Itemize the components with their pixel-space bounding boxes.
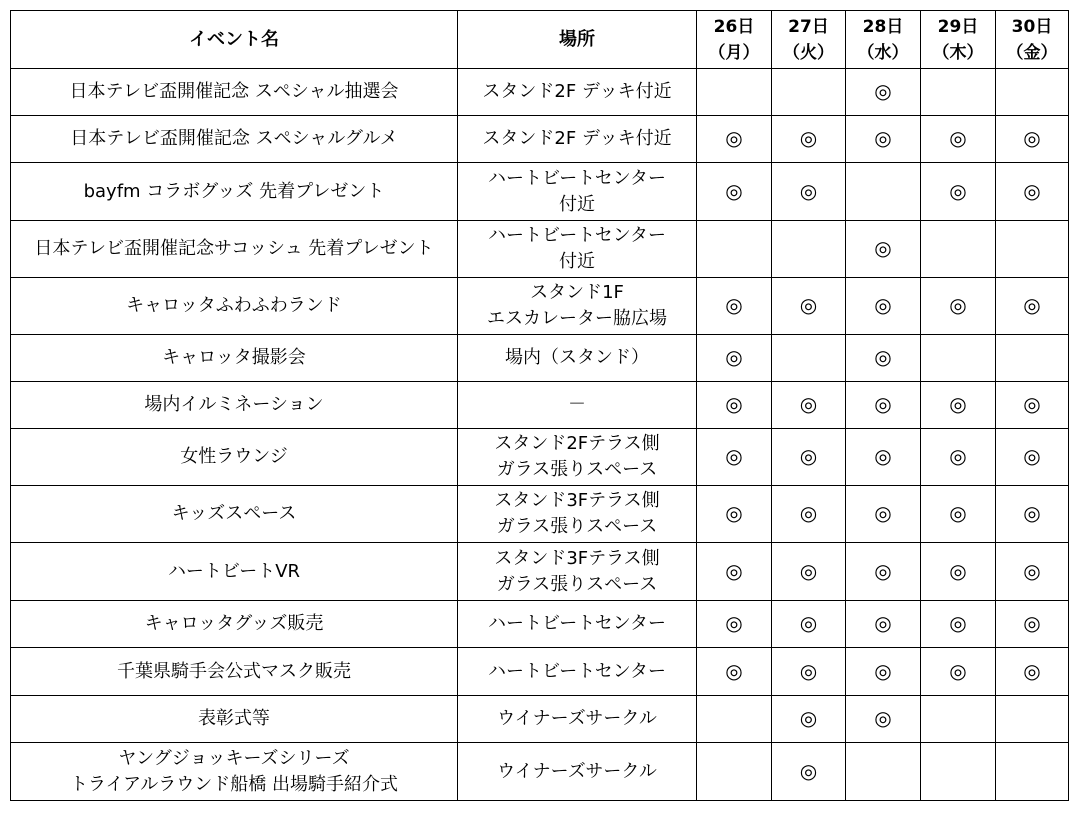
double-circle-mark: ◎ bbox=[799, 293, 818, 317]
day-cell-30 bbox=[996, 486, 1069, 543]
venue-cell bbox=[458, 335, 697, 382]
day-cell-26 bbox=[697, 486, 772, 543]
double-circle-mark: ◎ bbox=[874, 501, 892, 525]
day-cell-27 bbox=[772, 743, 846, 801]
venue-cell bbox=[458, 382, 697, 429]
event-name-cell bbox=[11, 743, 458, 801]
day-cell-30 bbox=[996, 221, 1069, 278]
day-cell-27 bbox=[772, 116, 846, 163]
table-row bbox=[11, 221, 1069, 278]
event-name-cell-line: 日本テレビ盃開催記念 スペシャルグルメ bbox=[70, 128, 398, 149]
venue-cell bbox=[458, 543, 697, 601]
day-date: 29日 bbox=[937, 16, 979, 37]
double-circle-mark: ◎ bbox=[1023, 392, 1041, 416]
day-cell-27 bbox=[772, 648, 846, 696]
day-cell-30 bbox=[996, 335, 1069, 382]
event-name-cell-line: キャロッタグッズ販売 bbox=[144, 613, 324, 634]
header-day-29 bbox=[921, 11, 996, 69]
event-name-cell-line: 日本テレビ盃開催記念サコッシュ 先着プレゼント bbox=[34, 238, 434, 259]
day-weekday: （金） bbox=[1006, 42, 1058, 63]
table-row bbox=[11, 648, 1069, 696]
event-name-cell bbox=[11, 278, 458, 335]
day-cell-27 bbox=[772, 429, 846, 486]
venue-cell-line: ウイナーズサークル bbox=[497, 760, 657, 782]
day-cell-27 bbox=[772, 696, 846, 743]
venue-cell bbox=[458, 116, 697, 163]
header-venue: 場所 bbox=[458, 11, 697, 69]
day-cell-28 bbox=[846, 648, 921, 696]
event-name-cell bbox=[11, 486, 458, 543]
double-circle-mark: ◎ bbox=[874, 444, 892, 468]
day-cell-30 bbox=[996, 648, 1069, 696]
day-cell-27 bbox=[772, 335, 846, 382]
day-cell-30 bbox=[996, 278, 1069, 335]
event-name-cell bbox=[11, 163, 458, 221]
double-circle-mark: ◎ bbox=[799, 611, 818, 635]
venue-cell bbox=[458, 743, 697, 801]
day-cell-26 bbox=[697, 696, 772, 743]
double-circle-mark: ◎ bbox=[799, 178, 818, 203]
double-circle-mark: ◎ bbox=[1023, 293, 1041, 317]
day-cell-27 bbox=[772, 278, 846, 335]
double-circle-mark: ◎ bbox=[799, 706, 818, 730]
day-cell-27 bbox=[772, 543, 846, 601]
double-circle-mark: ◎ bbox=[1023, 178, 1041, 203]
day-weekday: （水） bbox=[857, 42, 909, 63]
double-circle-mark: ◎ bbox=[949, 178, 967, 203]
venue-cell bbox=[458, 486, 697, 543]
event-name-cell bbox=[11, 221, 458, 278]
venue-cell bbox=[458, 221, 697, 278]
double-circle-mark: ◎ bbox=[874, 558, 892, 583]
venue-cell bbox=[458, 429, 697, 486]
day-cell-26 bbox=[697, 601, 772, 648]
table-row bbox=[11, 429, 1069, 486]
day-cell-26 bbox=[697, 335, 772, 382]
venue-cell-line: スタンド2F デッキ付近 bbox=[482, 81, 672, 102]
day-cell-27 bbox=[772, 382, 846, 429]
table-row bbox=[11, 69, 1069, 116]
day-cell-26 bbox=[697, 221, 772, 278]
day-cell-26 bbox=[697, 543, 772, 601]
event-name-cell bbox=[11, 335, 458, 382]
venue-cell-line: 付近 bbox=[559, 193, 595, 215]
double-circle-mark: ◎ bbox=[799, 758, 818, 783]
day-weekday: （木） bbox=[932, 42, 984, 63]
day-cell-29 bbox=[921, 696, 996, 743]
day-cell-30 bbox=[996, 601, 1069, 648]
venue-cell-line: ハートビートセンター bbox=[487, 225, 667, 246]
event-name-cell-line: 日本テレビ盃開催記念 スペシャル抽選会 bbox=[69, 81, 399, 102]
venue-cell bbox=[458, 163, 697, 221]
day-cell-29 bbox=[921, 221, 996, 278]
day-cell-26 bbox=[697, 163, 772, 221]
event-name-cell-line: ハートビートVR bbox=[167, 560, 301, 582]
venue-cell-line: ガラス張りスペース bbox=[496, 573, 658, 595]
venue-cell-line: スタンド1F bbox=[530, 282, 624, 303]
double-circle-mark: ◎ bbox=[725, 658, 743, 683]
venue-cell-line: 付近 bbox=[559, 251, 595, 272]
day-cell-26 bbox=[697, 743, 772, 801]
day-cell-28 bbox=[846, 696, 921, 743]
double-circle-mark: ◎ bbox=[874, 611, 892, 635]
event-name-cell-line: キャロッタ撮影会 bbox=[162, 347, 306, 368]
day-cell-29 bbox=[921, 163, 996, 221]
day-cell-28 bbox=[846, 163, 921, 221]
double-circle-mark: ◎ bbox=[874, 706, 892, 730]
day-cell-27 bbox=[772, 69, 846, 116]
double-circle-mark: ◎ bbox=[949, 558, 967, 583]
day-cell-28 bbox=[846, 335, 921, 382]
event-name-cell-line: キャロッタふわふわランド bbox=[126, 295, 342, 316]
day-cell-26 bbox=[697, 116, 772, 163]
event-name-cell-line: bayfm コラボグッズ 先着プレゼント bbox=[83, 180, 385, 202]
venue-cell-line: ガラス張りスペース bbox=[496, 459, 658, 480]
double-circle-mark: ◎ bbox=[874, 345, 892, 369]
double-circle-mark: ◎ bbox=[949, 126, 967, 150]
double-circle-mark: ◎ bbox=[725, 501, 743, 525]
venue-cell-line: スタンド3Fテラス側 bbox=[494, 490, 660, 511]
event-name-cell bbox=[11, 429, 458, 486]
venue-cell bbox=[458, 69, 697, 116]
double-circle-mark: ◎ bbox=[725, 611, 743, 635]
event-name-cell-line: トライアルラウンド船橋 出場騎手紹介式 bbox=[70, 773, 398, 795]
day-cell-27 bbox=[772, 163, 846, 221]
double-circle-mark: ◎ bbox=[1023, 658, 1041, 683]
day-cell-28 bbox=[846, 278, 921, 335]
header-row bbox=[11, 11, 1069, 69]
double-circle-mark: ◎ bbox=[725, 444, 743, 468]
table-row bbox=[11, 743, 1069, 801]
day-cell-28 bbox=[846, 429, 921, 486]
event-name-cell bbox=[11, 648, 458, 696]
day-cell-26 bbox=[697, 648, 772, 696]
day-cell-27 bbox=[772, 486, 846, 543]
day-cell-28 bbox=[846, 743, 921, 801]
double-circle-mark: ◎ bbox=[799, 392, 818, 416]
day-date: 26日 bbox=[713, 16, 755, 37]
day-cell-30 bbox=[996, 163, 1069, 221]
day-cell-29 bbox=[921, 116, 996, 163]
double-circle-mark: ◎ bbox=[1023, 611, 1041, 635]
venue-cell bbox=[458, 601, 697, 648]
table-row bbox=[11, 163, 1069, 221]
event-name-cell bbox=[11, 69, 458, 116]
day-cell-26 bbox=[697, 69, 772, 116]
venue-cell-line: スタンド3Fテラス側 bbox=[494, 547, 660, 569]
header-day-28 bbox=[846, 11, 921, 69]
table-row bbox=[11, 486, 1069, 543]
day-cell-27 bbox=[772, 221, 846, 278]
day-cell-28 bbox=[846, 221, 921, 278]
double-circle-mark: ◎ bbox=[725, 392, 743, 416]
day-weekday: （月） bbox=[708, 42, 760, 63]
day-cell-30 bbox=[996, 696, 1069, 743]
day-cell-26 bbox=[697, 429, 772, 486]
double-circle-mark: ◎ bbox=[874, 236, 892, 260]
venue-cell bbox=[458, 696, 697, 743]
day-cell-29 bbox=[921, 743, 996, 801]
day-cell-30 bbox=[996, 543, 1069, 601]
day-cell-29 bbox=[921, 69, 996, 116]
double-circle-mark: ◎ bbox=[949, 444, 967, 468]
day-cell-30 bbox=[996, 116, 1069, 163]
day-cell-29 bbox=[921, 278, 996, 335]
day-cell-29 bbox=[921, 601, 996, 648]
event-name-cell-line: キッズスペース bbox=[171, 503, 297, 524]
double-circle-mark: ◎ bbox=[725, 293, 743, 317]
header-day-26 bbox=[697, 11, 772, 69]
day-cell-30 bbox=[996, 429, 1069, 486]
venue-cell-line: エスカレーター脇広場 bbox=[487, 308, 667, 329]
venue-cell-line: ガラス張りスペース bbox=[496, 516, 658, 537]
header-day-27 bbox=[772, 11, 846, 69]
header-event-name: イベント名 bbox=[11, 11, 458, 69]
venue-cell-line: － bbox=[568, 394, 586, 415]
table-row bbox=[11, 278, 1069, 335]
double-circle-mark: ◎ bbox=[799, 126, 818, 150]
double-circle-mark: ◎ bbox=[874, 126, 892, 150]
day-cell-30 bbox=[996, 69, 1069, 116]
table-row bbox=[11, 543, 1069, 601]
event-name-cell bbox=[11, 382, 458, 429]
event-name-cell-line: 場内イルミネーション bbox=[144, 394, 324, 415]
day-cell-30 bbox=[996, 382, 1069, 429]
venue-cell-line: ハートビートセンター bbox=[487, 167, 667, 189]
day-date: 30日 bbox=[1011, 16, 1053, 37]
double-circle-mark: ◎ bbox=[799, 444, 818, 468]
table-row bbox=[11, 382, 1069, 429]
double-circle-mark: ◎ bbox=[1023, 558, 1041, 583]
table-body bbox=[11, 69, 1069, 801]
venue-cell-line: スタンド2F デッキ付近 bbox=[482, 128, 672, 149]
double-circle-mark: ◎ bbox=[874, 658, 892, 683]
day-cell-28 bbox=[846, 382, 921, 429]
event-name-cell-line: 表彰式等 bbox=[198, 708, 270, 729]
double-circle-mark: ◎ bbox=[725, 345, 743, 369]
day-cell-29 bbox=[921, 382, 996, 429]
day-cell-26 bbox=[697, 278, 772, 335]
double-circle-mark: ◎ bbox=[949, 611, 967, 635]
day-cell-26 bbox=[697, 382, 772, 429]
event-schedule-table bbox=[10, 10, 1069, 801]
day-cell-29 bbox=[921, 543, 996, 601]
double-circle-mark: ◎ bbox=[949, 501, 967, 525]
day-cell-28 bbox=[846, 69, 921, 116]
double-circle-mark: ◎ bbox=[1023, 501, 1041, 525]
double-circle-mark: ◎ bbox=[949, 293, 967, 317]
day-cell-29 bbox=[921, 486, 996, 543]
day-date: 27日 bbox=[788, 16, 829, 37]
venue-cell-line: 場内（スタンド） bbox=[505, 347, 649, 368]
double-circle-mark: ◎ bbox=[799, 501, 818, 525]
double-circle-mark: ◎ bbox=[799, 658, 818, 683]
venue-cell-line: ウイナーズサークル bbox=[497, 708, 657, 729]
table-row bbox=[11, 335, 1069, 382]
double-circle-mark: ◎ bbox=[874, 293, 892, 317]
event-name-cell-line: ヤングジョッキーズシリーズ bbox=[118, 747, 350, 769]
day-date: 28日 bbox=[862, 16, 904, 37]
double-circle-mark: ◎ bbox=[725, 558, 743, 583]
venue-cell bbox=[458, 278, 697, 335]
day-cell-28 bbox=[846, 116, 921, 163]
day-cell-28 bbox=[846, 543, 921, 601]
double-circle-mark: ◎ bbox=[1023, 126, 1041, 150]
double-circle-mark: ◎ bbox=[949, 658, 967, 683]
day-cell-27 bbox=[772, 601, 846, 648]
double-circle-mark: ◎ bbox=[725, 178, 743, 203]
table-row bbox=[11, 696, 1069, 743]
day-cell-29 bbox=[921, 429, 996, 486]
event-name-cell bbox=[11, 601, 458, 648]
venue-cell-line: スタンド2Fテラス側 bbox=[494, 433, 660, 454]
day-cell-30 bbox=[996, 743, 1069, 801]
venue-cell bbox=[458, 648, 697, 696]
venue-cell-line: ハートビートセンター bbox=[487, 660, 667, 682]
event-name-cell bbox=[11, 696, 458, 743]
day-cell-28 bbox=[846, 486, 921, 543]
double-circle-mark: ◎ bbox=[949, 392, 967, 416]
day-weekday: （火） bbox=[783, 42, 834, 63]
venue-cell-line: ハートビートセンター bbox=[487, 613, 667, 634]
double-circle-mark: ◎ bbox=[799, 558, 818, 583]
table-row bbox=[11, 116, 1069, 163]
double-circle-mark: ◎ bbox=[725, 126, 743, 150]
day-cell-29 bbox=[921, 648, 996, 696]
table-row bbox=[11, 601, 1069, 648]
event-name-cell-line: 千葉県騎手会公式マスク販売 bbox=[117, 660, 351, 682]
day-cell-29 bbox=[921, 335, 996, 382]
header-day-30 bbox=[996, 11, 1069, 69]
event-name-cell-line: 女性ラウンジ bbox=[180, 446, 288, 467]
double-circle-mark: ◎ bbox=[1023, 444, 1041, 468]
day-cell-28 bbox=[846, 601, 921, 648]
event-name-cell bbox=[11, 116, 458, 163]
double-circle-mark: ◎ bbox=[874, 392, 892, 416]
double-circle-mark: ◎ bbox=[874, 79, 892, 103]
event-name-cell bbox=[11, 543, 458, 601]
